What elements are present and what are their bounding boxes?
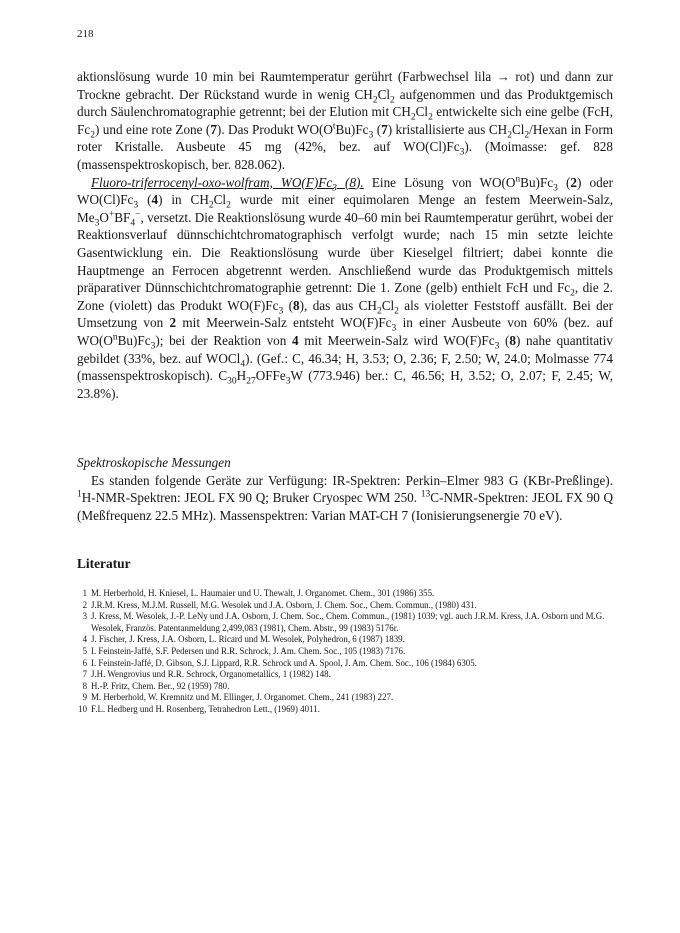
reference-text: M. Herberhold, W. Kremnitz und M. Ellinger, J. Organomet. Chem., 241 (1983) 227. [91, 692, 394, 703]
reference-number: 5 [82, 645, 87, 656]
reference-item [77, 646, 613, 658]
reference-number: 7 [82, 669, 87, 680]
reference-item [77, 692, 613, 704]
section-title-spectroscopy: Spektroskopische Messungen [77, 455, 231, 470]
literature-heading: Literatur [77, 556, 131, 571]
reference-text: I. Feinstein-Jaffé, S.F. Pedersen und R.R. Schrock, J. Am. Chem. Soc., 105 (1983) 7176. [91, 645, 406, 656]
experimental-paragraph-compound-8: Fluoro-triferrocenyl-oxo-wolfram, $WO(F)Fc_3$ (8). Eine Lösung von $WO(O^nBu)Fc_3$ (2) oder $WO(Cl)Fc_3$ (4) in $CH_2Cl_2$ wurde mit einer equimolaren Menge an festem Meerwein-Salz, $Me_3O^+BF_4^-$, versetzt. Die Reaktionslösung wurde 40–60 min bei Raumtemperatur gerührt, wobei der Reaktionsverlauf dünnschichtchromatographisch verfolgt wurde; nach 15 min setzte leichte Gasentwicklung ein. Die Reaktionslösung wurde über Kieselgel filtriert; dabei konnte die Hauptmenge an Ferrocen abgetrennt werden. Anschließend wurde das Produktgemisch mittels präparativer Dünnschichtchromatographie getrennt: Die 1. Zone (gelb) enthielt FcH und $Fc_2$, die 2. Zone (violett) das Produkt $WO(F)Fc_3$ (8), das aus $CH_2Cl_2$ als violetter Feststoff ausfällt. Bei der Umsetzung von 2 mit Meerwein-Salz entsteht $WO(F)Fc_3$ in einer Ausbeute von 60% (bez. auf $WO(O^nBu)Fc_3$); bei der Reaktion von 4 mit Meerwein-Salz wird $WO(F)Fc_3$ (8) nahe quantitativ gebildet (33%, bez. auf WOCl$_4$). (Gef.: C, 46.34; H, 3.53; O, 2.36; F, 2.50; W, 24.0; Molmasse 774 (massenspektroskopisch). $C_{30}H_{27}OFFe_3W$ (773.946) ber.: C, 46.56; H, 3.52; O, 2.07; F, 2.45; W, 23.8%). [77, 174, 613, 401]
reference-list [77, 588, 613, 716]
experimental-section [77, 68, 613, 402]
experimental-paragraph-continued: aktionslösung wurde 10 min bei Raumtemperatur gerührt (Farbwechsel lila → rot) und dann zur Trockne gebracht. Der Rückstand wurde in wenig $CH_2Cl_2$ aufgenommen und das Produktgemisch durch Säulenchromatographie getrennt; bei der Elution mit $CH_2Cl_2$ entwickelte sich eine gelbe (FcH, $Fc_2$) und eine rote Zone (7). Das Produkt $WO(O^tBu)Fc_3$ (7) kristallisierte aus $CH_2Cl_2$/Hexan in Form roter Kristalle. Ausbeute 45 mg (42%, bez. auf $WO(Cl)Fc_3$). (Moimasse: gef. 828 (massenspektroskopisch, ber. 828.062). [77, 69, 613, 172]
reference-text: M. Herberhold, H. Kniesel, L. Haumaier und U. Thewalt, J. Organomet. Chem., 301 (1986) 355. [91, 588, 435, 598]
reference-item [77, 588, 613, 600]
reference-text: J. Kress, M. Wesolek, J.-P. LeNy und J.A. Osborn, J. Chem. Soc., Chem. Commun., (1981) 1039; vgl. auch J.R.M. Kress, J.A. Osborn und M.G. Wesolek, Französ. Patentanmeldung 2,499,083 (1981), Chem. Abstr., 99 (1983) 5176r. [91, 611, 605, 633]
reference-number: 2 [82, 599, 87, 610]
reference-item [77, 634, 613, 646]
reference-number: 6 [82, 657, 87, 668]
reference-number: 4 [82, 634, 87, 645]
reference-text: J.R.M. Kress, M.J.M. Russell, M.G. Wesolek und J.A. Osborn, J. Chem. Soc., Chem. Commun., (1980) 431. [91, 599, 477, 610]
reference-number: 9 [82, 692, 87, 703]
reference-item [77, 681, 613, 693]
reference-text: J. Fischer, J. Kress, J.A. Osborn, L. Ricard und M. Wesolek, Polyhedron, 6 (1987) 1839. [91, 634, 405, 645]
reference-number: 10 [78, 703, 87, 714]
reference-item [77, 669, 613, 681]
reference-item [77, 704, 613, 716]
reference-item [77, 600, 613, 612]
spectroscopy-section [77, 454, 613, 524]
reference-text: F.L. Hedberg und H. Rosenberg, Tetrahedron Lett., (1969) 4011. [91, 703, 320, 714]
spectroscopy-paragraph: Es standen folgende Geräte zur Verfügung: IR-Spektren: Perkin–Elmer 983 G (KBr-Preßlinge). $^1$H-NMR-Spektren: JEOL FX 90 Q; Bruker Cryospec WM 250. $^{13}$C-NMR-Spektren: JEOL FX 90 Q (Meßfrequenz 22.5 MHz). Massenspektren: Varian MAT-CH 7 (Ionisierungsenergie 70 eV). [77, 472, 613, 523]
reference-item [77, 611, 613, 634]
reference-number: 8 [82, 680, 87, 691]
reference-number: 1 [82, 588, 87, 598]
reference-text: J.H. Wengrovius und R.R. Schrock, Organometallics, 1 (1982) 148. [91, 669, 331, 680]
reference-text: I. Feinstein-Jaffé, D. Gibson, S.J. Lippard, R.R. Schrock und A. Spool, J. Am. Chem. Soc., 106 (1984) 6305. [91, 657, 477, 668]
reference-item [77, 658, 613, 670]
reference-number: 3 [82, 611, 87, 622]
page-number: 218 [77, 28, 94, 40]
reference-text: H.-P. Fritz, Chem. Ber., 92 (1959) 780. [91, 680, 230, 691]
